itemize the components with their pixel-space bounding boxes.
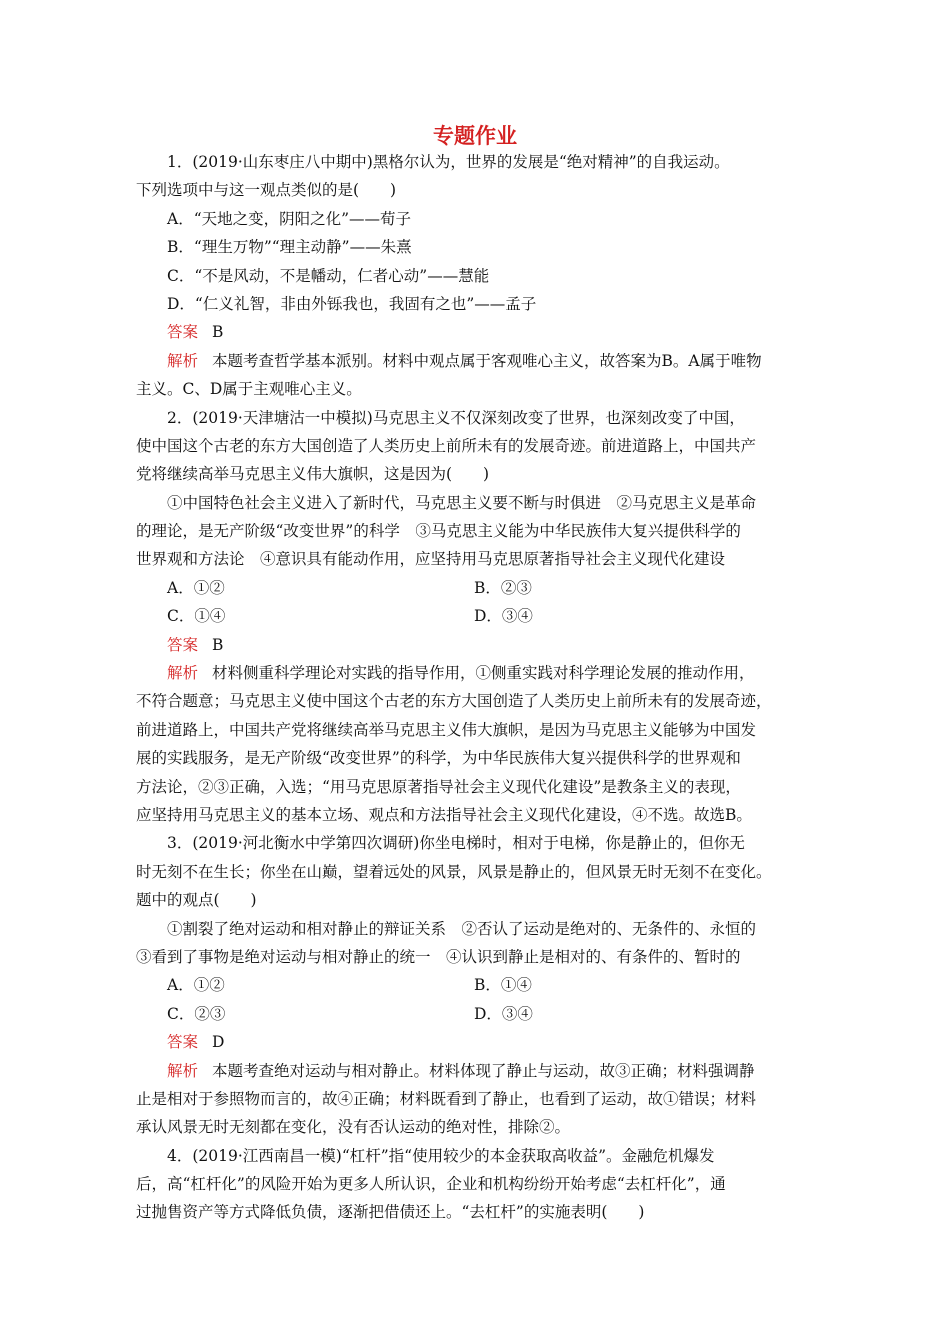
question-text: 党将继续高举马克思主义伟大旗帜，这是因为( ) xyxy=(136,465,490,484)
statement-text: ①割裂了绝对运动和相对静止的辩证关系 ②否认了运动是绝对的、无条件的、永恒的 xyxy=(167,919,757,938)
analysis-text: 承认风景无时无刻都在变化，没有否认运动的绝对性，排除②。 xyxy=(136,1118,571,1137)
question-text: 4．(2019·江西南昌一模)“杠杆”指“使用较少的本金获取高收益”。金融危机爆发 xyxy=(167,1146,715,1165)
option-a: A．①② xyxy=(167,578,225,597)
analysis-text: 材料侧重科学理论对实践的指导作用，①侧重实践对科学理论发展的推动作用， xyxy=(212,664,755,683)
option-d: D．③④ xyxy=(474,1004,533,1023)
option-row xyxy=(136,602,816,630)
analysis-text: 前进道路上，中国共产党将继续高举马克思主义伟大旗帜，是因为马克思主义能够为中国发 xyxy=(136,720,757,739)
analysis-text: 应坚持用马克思主义的基本立场、观点和方法指导社会主义现代化建设，④不选。故选B。 xyxy=(136,805,752,824)
question-text: 后，高“杠杆化”的风险开始为更多人所认识，企业和机构纷纷开始考虑“去杠杆化”，通 xyxy=(136,1175,726,1194)
answer-line xyxy=(136,631,816,659)
option-c: C．①④ xyxy=(167,607,226,626)
answer-label: 答案 xyxy=(167,323,199,342)
statement-text: 世界观和方法论 ④意识具有能动作用，应坚持用马克思原著指导社会主义现代化建设 xyxy=(136,550,726,569)
analysis-text: 主义。C、D属于主观唯心主义。 xyxy=(136,380,362,399)
option-b: B．①④ xyxy=(474,976,532,995)
option-a: A．“天地之变，阴阳之化”——荀子 xyxy=(167,209,412,228)
answer-label: 答案 xyxy=(167,635,199,654)
option-row xyxy=(136,574,816,602)
option-row xyxy=(136,1000,816,1028)
option-d: D．“仁义礼智，非由外铄我也，我固有之也”——孟子 xyxy=(167,294,537,313)
answer-value: B xyxy=(212,635,224,654)
question-1 xyxy=(136,148,816,404)
option-d: D．③④ xyxy=(474,607,533,626)
question-text: 下列选项中与这一观点类似的是( ) xyxy=(136,181,397,200)
analysis-text: 方法论，②③正确，入选；“用马克思原著指导社会主义现代化建设”是教条主义的表现， xyxy=(136,777,741,796)
option-b: B．②③ xyxy=(474,578,532,597)
analysis-label: 解析 xyxy=(167,1061,199,1080)
question-text: 时无刻不在生长；你坐在山巅，望着远处的风景，风景是静止的，但风景无时无刻不在变化。 xyxy=(136,862,772,881)
analysis-label: 解析 xyxy=(167,664,199,683)
statement-text: 的理论，是无产阶级“改变世界”的科学 ③马克思主义能为中华民族伟大复兴提供科学的 xyxy=(136,522,741,541)
statement-text: ①中国特色社会主义进入了新时代，马克思主义要不断与时俱进 ②马克思主义是革命 xyxy=(167,493,757,512)
answer-value: D xyxy=(212,1033,225,1052)
question-text: 3．(2019·河北衡水中学第四次调研)你坐电梯时，相对于电梯，你是静止的，但你无 xyxy=(167,834,745,853)
answer-label: 答案 xyxy=(167,1033,199,1052)
analysis-line xyxy=(136,659,816,687)
analysis-text: 本题考查绝对运动与相对静止。材料体现了静止与运动，故③正确；材料强调静 xyxy=(212,1061,755,1080)
answer-value: B xyxy=(212,323,224,342)
question-3 xyxy=(136,829,816,1141)
analysis-text: 不符合题意；马克思主义使中国这个古老的东方大国创造了人类历史上前所未有的发展奇迹， xyxy=(136,692,772,711)
question-2 xyxy=(136,404,816,830)
option-c: C．②③ xyxy=(167,1004,226,1023)
question-text: 2．(2019·天津塘沽一中模拟)马克思主义不仅深刻改变了世界，也深刻改变了中国， xyxy=(167,408,745,427)
analysis-text: 止是相对于参照物而言的，故④正确；材料既看到了静止，也看到了运动，故①错误；材料 xyxy=(136,1089,757,1108)
answer-line xyxy=(136,1028,816,1056)
analysis-label: 解析 xyxy=(167,351,199,370)
page-title: 专题作业 xyxy=(433,124,517,148)
option-b: B．“理生万物”“理主动静”——朱熹 xyxy=(167,238,412,257)
analysis-text: 展的实践服务，是无产阶级“改变世界”的科学，为中华民族伟大复兴提供科学的世界观和 xyxy=(136,749,741,768)
analysis-line xyxy=(136,1057,816,1085)
question-text: 题中的观点( ) xyxy=(136,891,257,910)
question-4 xyxy=(136,1142,816,1227)
question-text: 1．(2019·山东枣庄八中期中)黑格尔认为，世界的发展是“绝对精神”的自我运动。 xyxy=(167,153,730,171)
statement-text: ③看到了事物是绝对运动与相对静止的统一 ④认识到静止是相对的、有条件的、暂时的 xyxy=(136,947,741,966)
option-c: C．“不是风动，不是幡动，仁者心动”——慧能 xyxy=(167,266,490,285)
answer-line xyxy=(136,318,816,346)
analysis-text: 本题考查哲学基本派别。材料中观点属于客观唯心主义，故答案为B。A属于唯物 xyxy=(212,351,762,370)
option-a: A．①② xyxy=(167,976,225,995)
question-text: 使中国这个古老的东方大国创造了人类历史上前所未有的发展奇迹。前进道路上，中国共产 xyxy=(136,436,757,455)
document-body xyxy=(136,148,816,1227)
option-row xyxy=(136,971,816,999)
question-text: 过抛售资产等方式降低负债，逐渐把借债还上。“去杠杆”的实施表明( ) xyxy=(136,1203,645,1222)
analysis-line xyxy=(136,347,816,375)
